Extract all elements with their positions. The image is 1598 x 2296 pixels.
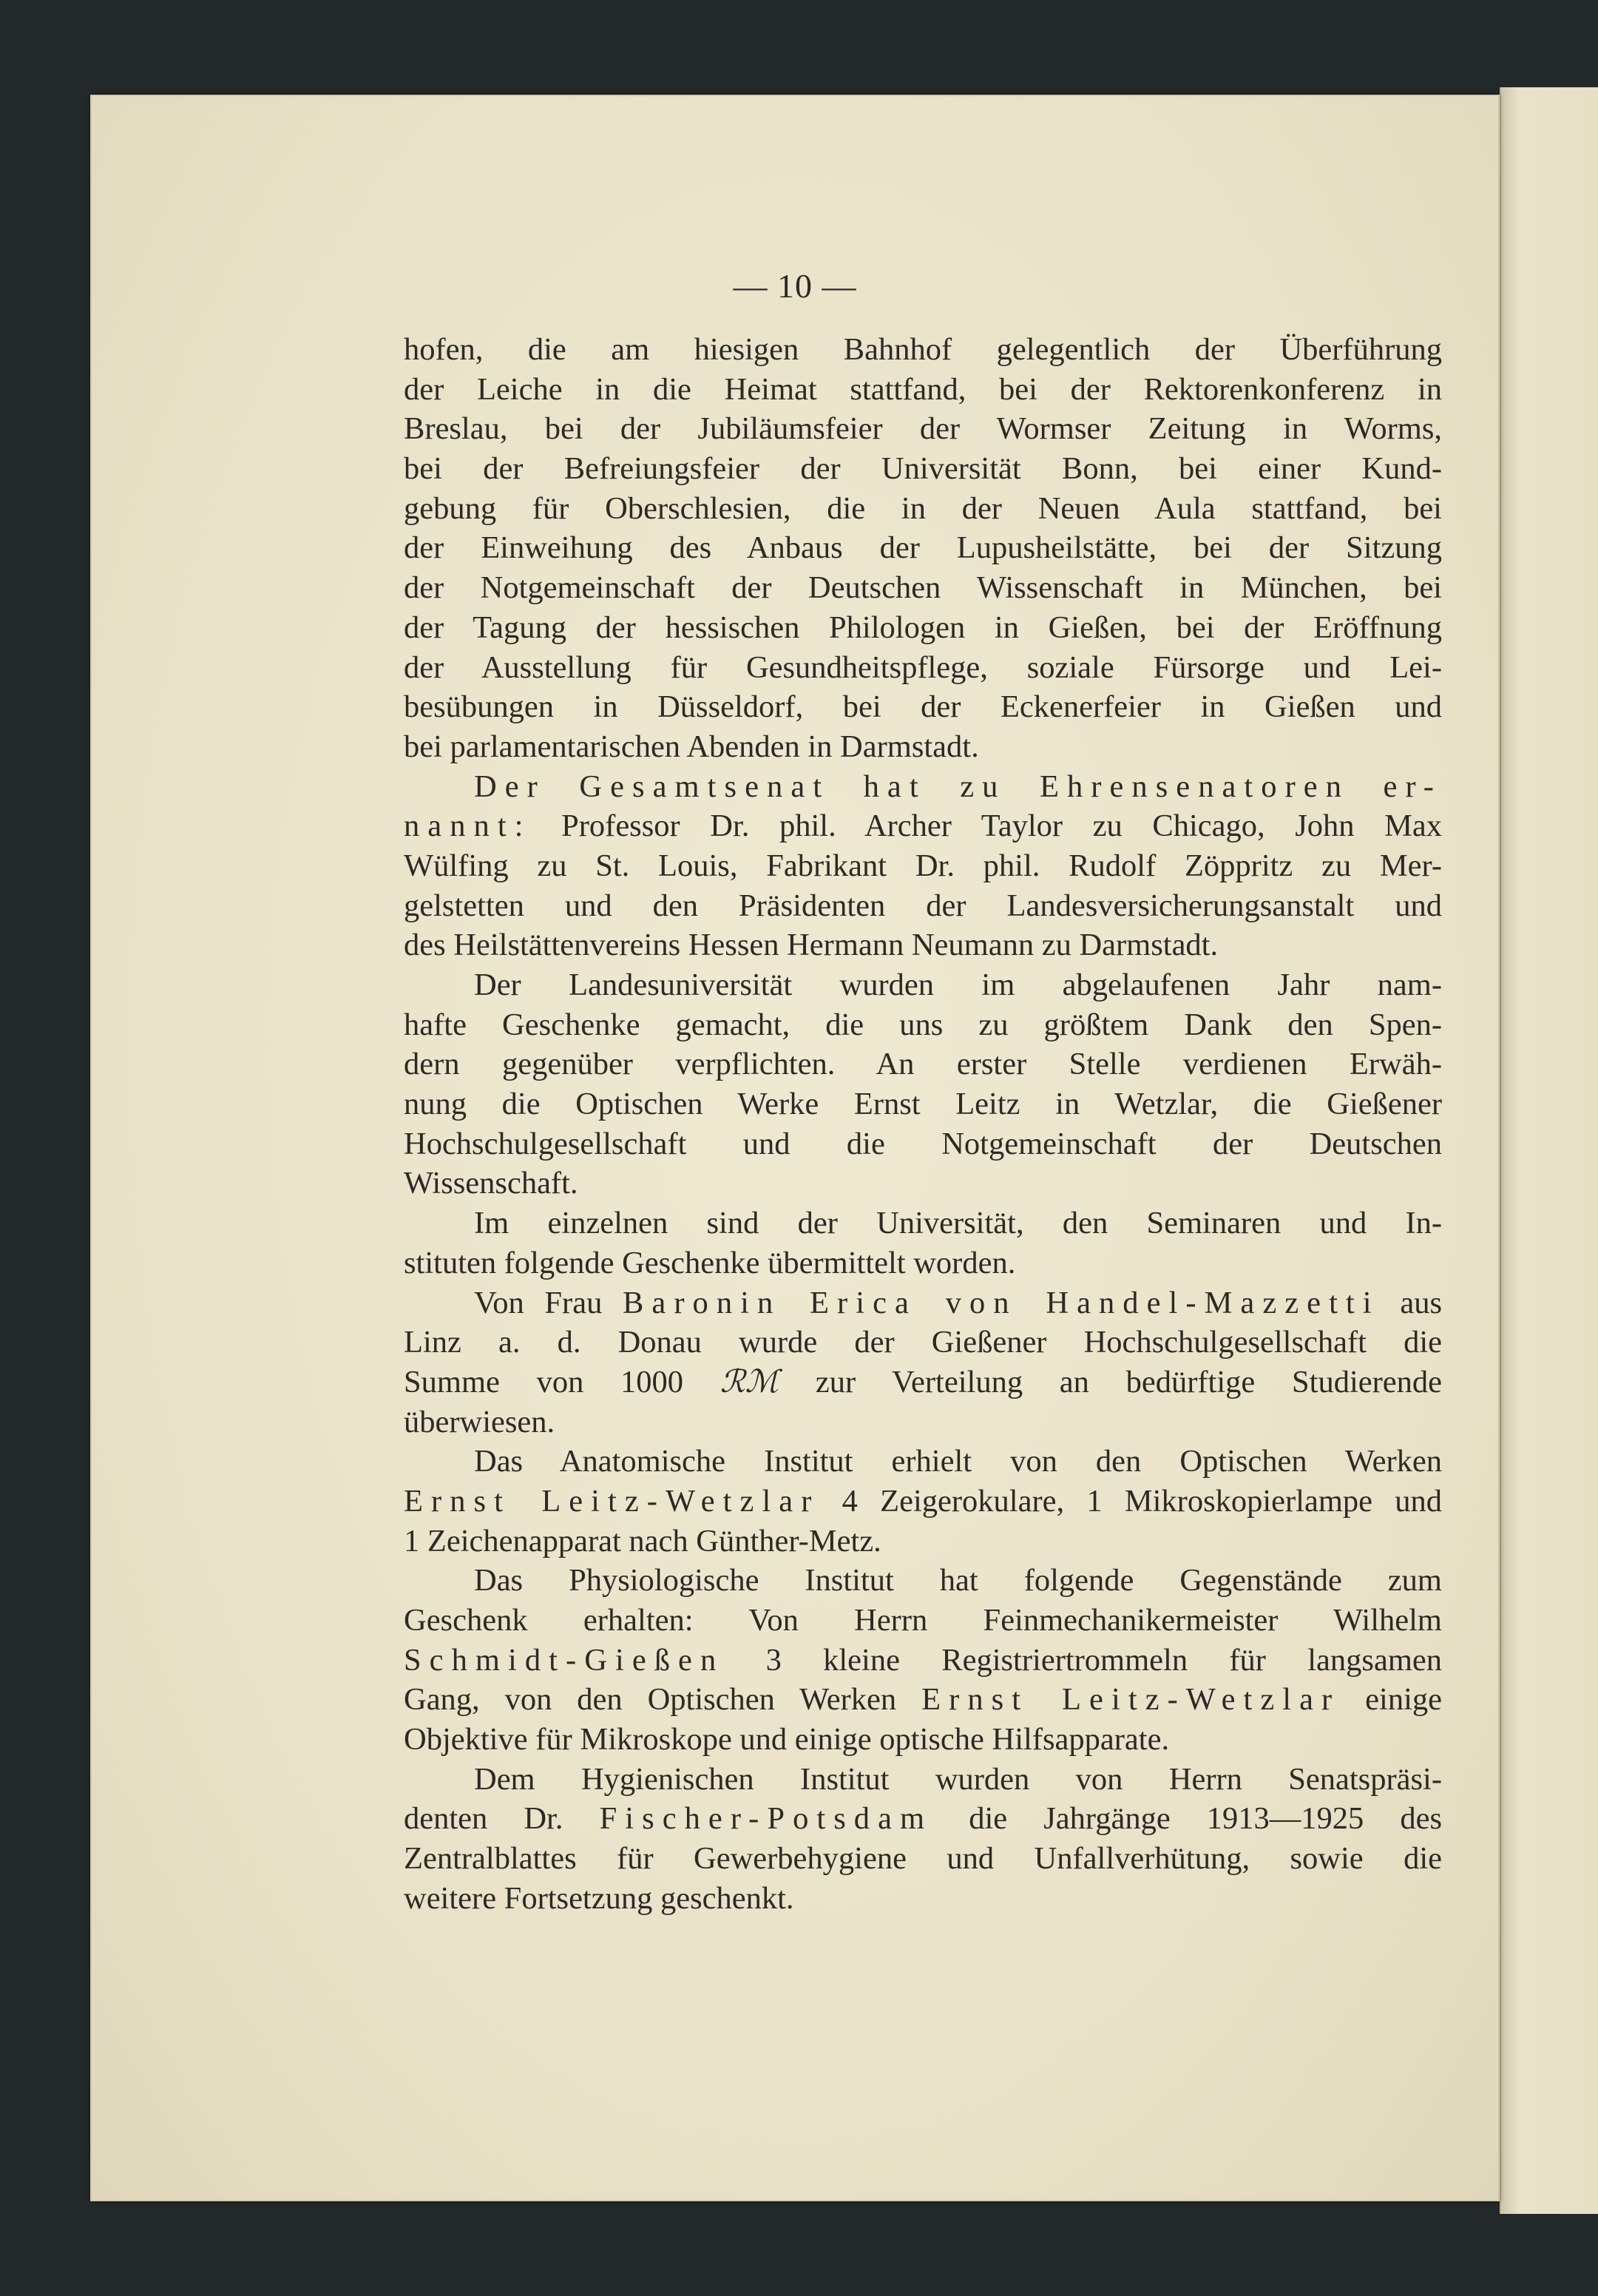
text-run: zur Verteilung an bedürftige Studierende xyxy=(815,1364,1442,1399)
text-line xyxy=(404,1363,1442,1402)
text-line: Der Landesuniversität wurden im abgelaufenen Jahr nam- xyxy=(474,968,1442,1002)
text-line xyxy=(404,1680,1442,1720)
text-line: der Einweihung des Anbaus der Lupusheilstätte, bei der Sitzung xyxy=(404,530,1442,566)
text-line-spaced: Der Gesamtsenat hat zu Ehrensenatoren er- xyxy=(474,769,1442,804)
text-line: hofen, die am hiesigen Bahnhof gelegentlich der Überführung xyxy=(404,332,1442,367)
spaced-name: Fischer-Potsdam xyxy=(599,1801,933,1837)
text-line: Hochschulgesellschaft und die Notgemeinschaft der Deutschen xyxy=(404,1126,1442,1161)
text-line: Das Physiologische Institut hat folgende Gegenstände zum xyxy=(474,1563,1442,1598)
body-text xyxy=(404,330,1442,1919)
text-run: aus xyxy=(1400,1285,1443,1320)
text-line: dern gegenüber verpflichten. An erster Stelle verdienen Erwäh- xyxy=(404,1047,1442,1082)
text-run: einige xyxy=(1365,1682,1443,1718)
text-line: Im einzelnen sind der Universität, den Seminaren und In- xyxy=(474,1206,1442,1241)
text-line: überwiesen. xyxy=(404,1404,555,1439)
text-line: bei parlamentarischen Abenden in Darmstadt. xyxy=(404,729,979,764)
text-line: Wülfing zu St. Louis, Fabrikant Dr. phil. Rudolf Zöppritz zu Mer- xyxy=(404,848,1442,883)
spaced-word: nannt: xyxy=(404,808,532,844)
page-number: — 10 — xyxy=(733,267,857,305)
text-line: Geschenk erhalten: Von Herrn Feinmechanikermeister Wilhelm xyxy=(404,1603,1442,1638)
text-line: nung die Optischen Werke Ernst Leitz in Wetzlar, die Gießener xyxy=(404,1087,1442,1122)
text-line: bei der Befreiungsfeier der Universität Bonn, bei einer Kund- xyxy=(404,451,1442,487)
spaced-name: Ernst Leitz-Wetzlar xyxy=(404,1483,820,1519)
text-run: Summe von 1000 xyxy=(404,1364,684,1399)
text-line: gelstetten und den Präsidenten der Landesversicherungsanstalt und xyxy=(404,888,1442,923)
text-line: Linz a. d. Donau wurde der Gießener Hochschulgesellschaft die xyxy=(404,1325,1442,1360)
text-line xyxy=(404,1641,1442,1681)
text-line: Dem Hygienischen Institut wurden von Herrn Senatspräsi- xyxy=(474,1761,1442,1797)
text-run: denten Dr. xyxy=(404,1801,563,1837)
text-line: der Notgemeinschaft der Deutschen Wissenschaft in München, bei xyxy=(404,570,1442,606)
text-line: gebung für Oberschlesien, die in der Neuen Aula stattfand, bei xyxy=(404,490,1442,526)
text-run: 3 kleine Registriertrommeln für langsamen xyxy=(765,1642,1442,1678)
spaced-name: Ernst Leitz-Wetzlar xyxy=(921,1682,1341,1718)
text-line: hafte Geschenke gemacht, die uns zu größtem Dank den Spen- xyxy=(404,1007,1442,1042)
text-run: Gang, von den Optischen Werken xyxy=(404,1682,897,1718)
next-page-edge xyxy=(1500,87,1598,2214)
currency-symbol: ℛℳ xyxy=(720,1364,779,1399)
text-line: 1 Zeichenapparat nach Günther-Metz. xyxy=(404,1523,881,1559)
text-run: die Jahrgänge 1913—1925 des xyxy=(969,1801,1443,1837)
text-run: Von Frau xyxy=(474,1285,603,1320)
text-line: Zentralblattes für Gewerbehygiene und Unfallverhütung, sowie die xyxy=(404,1841,1442,1877)
text-line xyxy=(404,1283,1442,1323)
text-line: Objektive für Mikroskope und einige optische Hilfsapparate. xyxy=(404,1722,1170,1758)
text-line: der Tagung der hessischen Philologen in Gießen, bei der Eröffnung xyxy=(404,610,1442,645)
spaced-name: Schmidt-Gießen xyxy=(404,1642,725,1678)
text-line: besübungen in Düsseldorf, bei der Eckenerfeier in Gießen und xyxy=(404,689,1442,725)
text-run: Professor Dr. phil. Archer Taylor zu Chicago, John Max xyxy=(561,808,1442,844)
spaced-name: Baronin Erica von Handel-Mazzetti xyxy=(623,1285,1380,1320)
text-line: Wissenschaft. xyxy=(404,1166,578,1201)
text-line xyxy=(404,806,1442,846)
text-line: stituten folgende Geschenke übermittelt worden. xyxy=(404,1245,1016,1280)
text-line: des Heilstättenvereins Hessen Hermann Neumann zu Darmstadt. xyxy=(404,928,1219,963)
text-line: Breslau, bei der Jubiläumsfeier der Wormser Zeitung in Worms, xyxy=(404,411,1442,447)
text-run: 4 Zeigerokulare, 1 Mikroskopierlampe und xyxy=(842,1483,1443,1519)
text-line: der Leiche in die Heimat stattfand, bei der Rektorenkonferenz in xyxy=(404,371,1442,407)
text-line: der Ausstellung für Gesundheitspflege, soziale Fürsorge und Lei- xyxy=(404,649,1442,685)
text-line: Das Anatomische Institut erhielt von den Optischen Werken xyxy=(474,1444,1442,1479)
text-line xyxy=(404,1482,1442,1522)
text-line: weitere Fortsetzung geschenkt. xyxy=(404,1880,794,1916)
book-page xyxy=(90,95,1500,2201)
text-line xyxy=(404,1799,1442,1839)
